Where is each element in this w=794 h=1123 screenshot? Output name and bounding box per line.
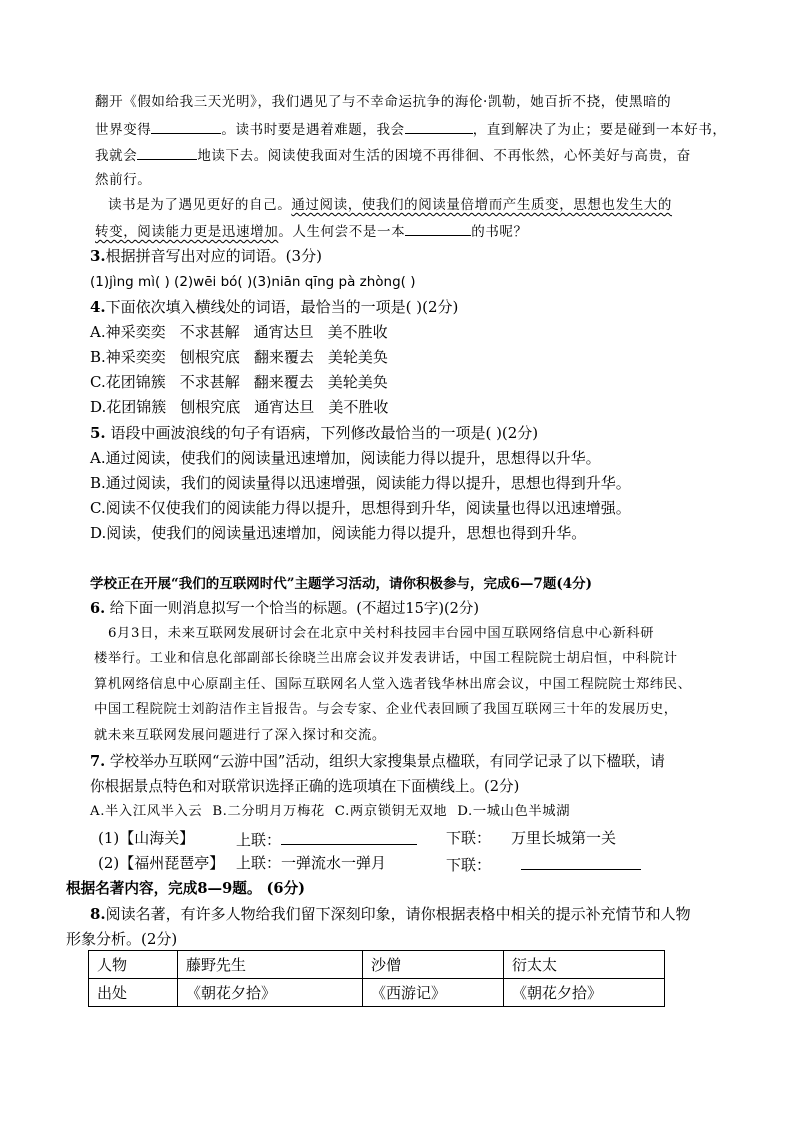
lower-couplet-label: 下联： — [446, 856, 492, 874]
question-number: 3. — [90, 247, 106, 265]
table-cell: 出处 — [89, 979, 178, 1007]
passage-text: 。人生何尝不是一本 — [278, 224, 406, 240]
section-heading-text: 根据名著内容，完成8—9题。 (6分) — [66, 880, 306, 897]
question-7-line-2 — [90, 777, 519, 797]
question-stem: 学校举办互联网“云游中国”活动，组织大家搜集景点楹联，有同学记录了以下楹联，请 — [105, 753, 665, 770]
question-6 — [90, 599, 479, 619]
passage-line-1 — [95, 92, 671, 112]
scenic-spot-label: (2)【福州琵琶亭】 — [98, 854, 225, 872]
lower-couplet-blank[interactable] — [521, 853, 641, 870]
option-label: A. — [90, 323, 106, 341]
news-line-4 — [94, 700, 678, 720]
q7-options — [90, 802, 570, 822]
option-label: D. — [90, 398, 107, 416]
passage-line-5 — [108, 195, 672, 215]
table-row — [89, 979, 665, 1007]
section-heading-8-9 — [66, 879, 305, 899]
option-word: 刨根究底 — [180, 398, 241, 416]
q7-row-2-lower — [446, 853, 641, 875]
question-3-items — [90, 272, 416, 292]
question-stem: 给下面一则消息拟写一个恰当的标题。(不超过15字)(2分) — [105, 601, 480, 617]
question-8 — [90, 904, 691, 924]
q5-option-a[interactable] — [90, 448, 601, 468]
q7-row-1-label — [98, 828, 194, 848]
news-text: 6月3日，未来互联网发展研讨会在北京中关村科技园丰台园中国互联网络信息中心新科研 — [108, 626, 655, 641]
question-8-line-2 — [66, 929, 177, 949]
lower-couplet-text: 万里长城第一关 — [511, 829, 617, 847]
option-word: 通宵达旦 — [254, 398, 315, 416]
table-cell: 《西游记》 — [363, 979, 504, 1007]
option-word: 神采奕奕 — [105, 323, 166, 341]
news-line-2 — [94, 649, 678, 669]
news-text: 中国工程院院士刘韵洁作主旨报告。与会专家、企业代表回顾了我国互联网三十年的发展历史， — [94, 702, 678, 717]
lower-couplet-label: 下联： — [446, 829, 492, 847]
q7-option-d[interactable]: D.一城山色半城湖 — [457, 804, 571, 819]
news-text: 就未来互联网发展问题进行了深入探讨和交流。 — [94, 728, 386, 743]
passage-text: 地读下去。阅读使我面对生活的困境不再徘徊、不再怅然，心怀美好与高贵，奋 — [197, 148, 691, 164]
fill-blank-4[interactable] — [405, 221, 471, 236]
passage-line-4 — [95, 170, 151, 190]
passage-text: 读书是为了遇见更好的自己。 — [108, 197, 292, 213]
option-label: B. — [90, 348, 106, 366]
passage-text: 的书呢？ — [471, 224, 528, 240]
fill-blank-1[interactable] — [151, 119, 221, 134]
option-word: 不求甚解 — [179, 373, 240, 391]
q4-option-d[interactable] — [90, 397, 402, 417]
question-stem: 形象分析。(2分) — [66, 930, 178, 948]
passage-text: 。读书时要是遇着难题，我会 — [221, 122, 405, 138]
option-text: A.通过阅读，使我们的阅读量迅速增加，阅读能力得以提升，思想得以升华。 — [90, 449, 601, 467]
q7-option-c[interactable]: C.两京锁钥无双地 — [334, 804, 448, 819]
question-stem: 你根据景点特色和对联常识选择正确的选项填在下面横线上。(2分) — [90, 778, 520, 795]
table-header-row — [89, 951, 665, 979]
passage-text: 世界变得 — [95, 122, 152, 138]
passage-line-6 — [95, 221, 528, 242]
q7-row-1-upper — [236, 828, 417, 850]
q7-row-2-label — [98, 853, 224, 873]
option-word: 翻来覆去 — [253, 348, 314, 366]
question-number: 7. — [90, 753, 106, 770]
passage-line-2 — [95, 119, 727, 140]
table-cell: 衍太太 — [504, 951, 665, 979]
pinyin-items: (1)jìng mì( ) (2)wēi bó( )(3)niān qīng pà zhòng( ) — [90, 274, 416, 290]
passage-text: 然前行。 — [95, 172, 152, 188]
passage-text: 我就会 — [95, 148, 138, 164]
table-cell: 人物 — [89, 951, 178, 979]
option-word: 美轮美奂 — [327, 373, 388, 391]
option-text: D.阅读，使我们的阅读量迅速增加，阅读能力得以提升，思想也得到升华。 — [90, 524, 587, 542]
q5-option-c[interactable] — [90, 498, 631, 518]
q7-option-a[interactable]: A.半入江风半入云 — [90, 804, 203, 819]
q5-option-b[interactable] — [90, 473, 631, 493]
option-word: 花团锦簇 — [106, 398, 167, 416]
news-text: 楼举行。工业和信息化部副部长徐晓兰出席会议并发表讲话，中国工程院院士胡启恒，中科院计 — [94, 651, 678, 666]
q4-option-b[interactable] — [90, 347, 402, 367]
q7-option-b[interactable]: B.二分明月万梅花 — [212, 804, 325, 819]
fill-blank-2[interactable] — [405, 119, 473, 134]
table-cell: 藤野先生 — [178, 951, 363, 979]
option-word: 美轮美奂 — [327, 348, 388, 366]
question-4 — [90, 297, 458, 317]
news-text: 算机网络信息中心原副主任、国际互联网名人堂入选者钱华林出席会议，中国工程院院士郑纬民、 — [94, 677, 692, 692]
option-word: 不求甚解 — [179, 323, 240, 341]
question-stem: 下面依次填入横线处的词语，最恰当的一项是( )(2分) — [105, 298, 459, 316]
q4-option-c[interactable] — [90, 372, 402, 392]
question-number: 8. — [90, 905, 106, 923]
news-line-1 — [108, 624, 654, 644]
upper-couplet-label: 上联： — [236, 831, 282, 849]
passage-text: 翻开《假如给我三天光明》，我们遇见了与不幸命运抗争的海伦·凯勒，她百折不挠，使黑暗的 — [95, 94, 672, 110]
option-text: C.阅读不仅使我们的阅读能力得以提升，思想得到升华，阅读量也得以迅速增强。 — [90, 499, 631, 517]
question-stem: 语段中画波浪线的句子有语病，下列修改最恰当的一项是( )(2分) — [105, 424, 539, 442]
option-word: 花团锦簇 — [105, 373, 166, 391]
wavy-sentence: 转变，阅读能力更是迅速增加 — [95, 224, 279, 240]
q7-row-1-lower — [446, 828, 616, 848]
option-word: 通宵达旦 — [253, 323, 314, 341]
option-word: 刨根究底 — [179, 348, 240, 366]
q4-option-a[interactable] — [90, 322, 402, 342]
option-word: 美不胜收 — [328, 398, 389, 416]
upper-couplet-text: 上联：一弹流水一弹月 — [236, 854, 387, 872]
news-line-3 — [94, 675, 692, 695]
option-text: B.通过阅读，我们的阅读量得以迅速增强，阅读能力得以提升，思想也得到升华。 — [90, 474, 631, 492]
question-5 — [90, 423, 538, 443]
option-word: 神采奕奕 — [105, 348, 166, 366]
table-cell: 《朝花夕拾》 — [504, 979, 665, 1007]
table-cell: 《朝花夕拾》 — [178, 979, 363, 1007]
option-label: C. — [90, 373, 106, 391]
option-word: 翻来覆去 — [253, 373, 314, 391]
q5-option-d[interactable] — [90, 523, 586, 543]
question-number: 5. — [90, 424, 106, 442]
passage-text: ，直到解决了为止；要是碰到一本好书， — [472, 122, 727, 138]
table-cell: 沙僧 — [363, 951, 504, 979]
section-heading-text: 学校正在开展“我们的互联网时代”主题学习活动，请你积极参与，完成6—7题(4分) — [90, 576, 592, 592]
question-stem: 根据拼音写出对应的词语。(3分) — [105, 247, 322, 265]
scenic-spot-label: (1)【山海关】 — [98, 829, 195, 847]
question-3 — [90, 246, 322, 266]
question-number: 6. — [90, 600, 106, 617]
passage-line-3 — [95, 145, 691, 166]
upper-couplet-blank[interactable] — [281, 828, 417, 845]
character-table — [88, 950, 665, 1007]
question-7 — [90, 752, 665, 772]
question-number: 4. — [90, 298, 106, 316]
wavy-sentence: 通过阅读，使我们的阅读量倍增而产生质变，思想也发生大的 — [291, 197, 673, 213]
section-heading-6-7 — [90, 574, 592, 594]
option-word: 美不胜收 — [327, 323, 388, 341]
q7-row-2-upper — [236, 853, 386, 873]
fill-blank-3[interactable] — [137, 145, 197, 160]
question-stem: 阅读名著，有许多人物给我们留下深刻印象，请你根据表格中相关的提示补充情节和人物 — [105, 905, 691, 923]
news-line-5 — [94, 726, 386, 746]
